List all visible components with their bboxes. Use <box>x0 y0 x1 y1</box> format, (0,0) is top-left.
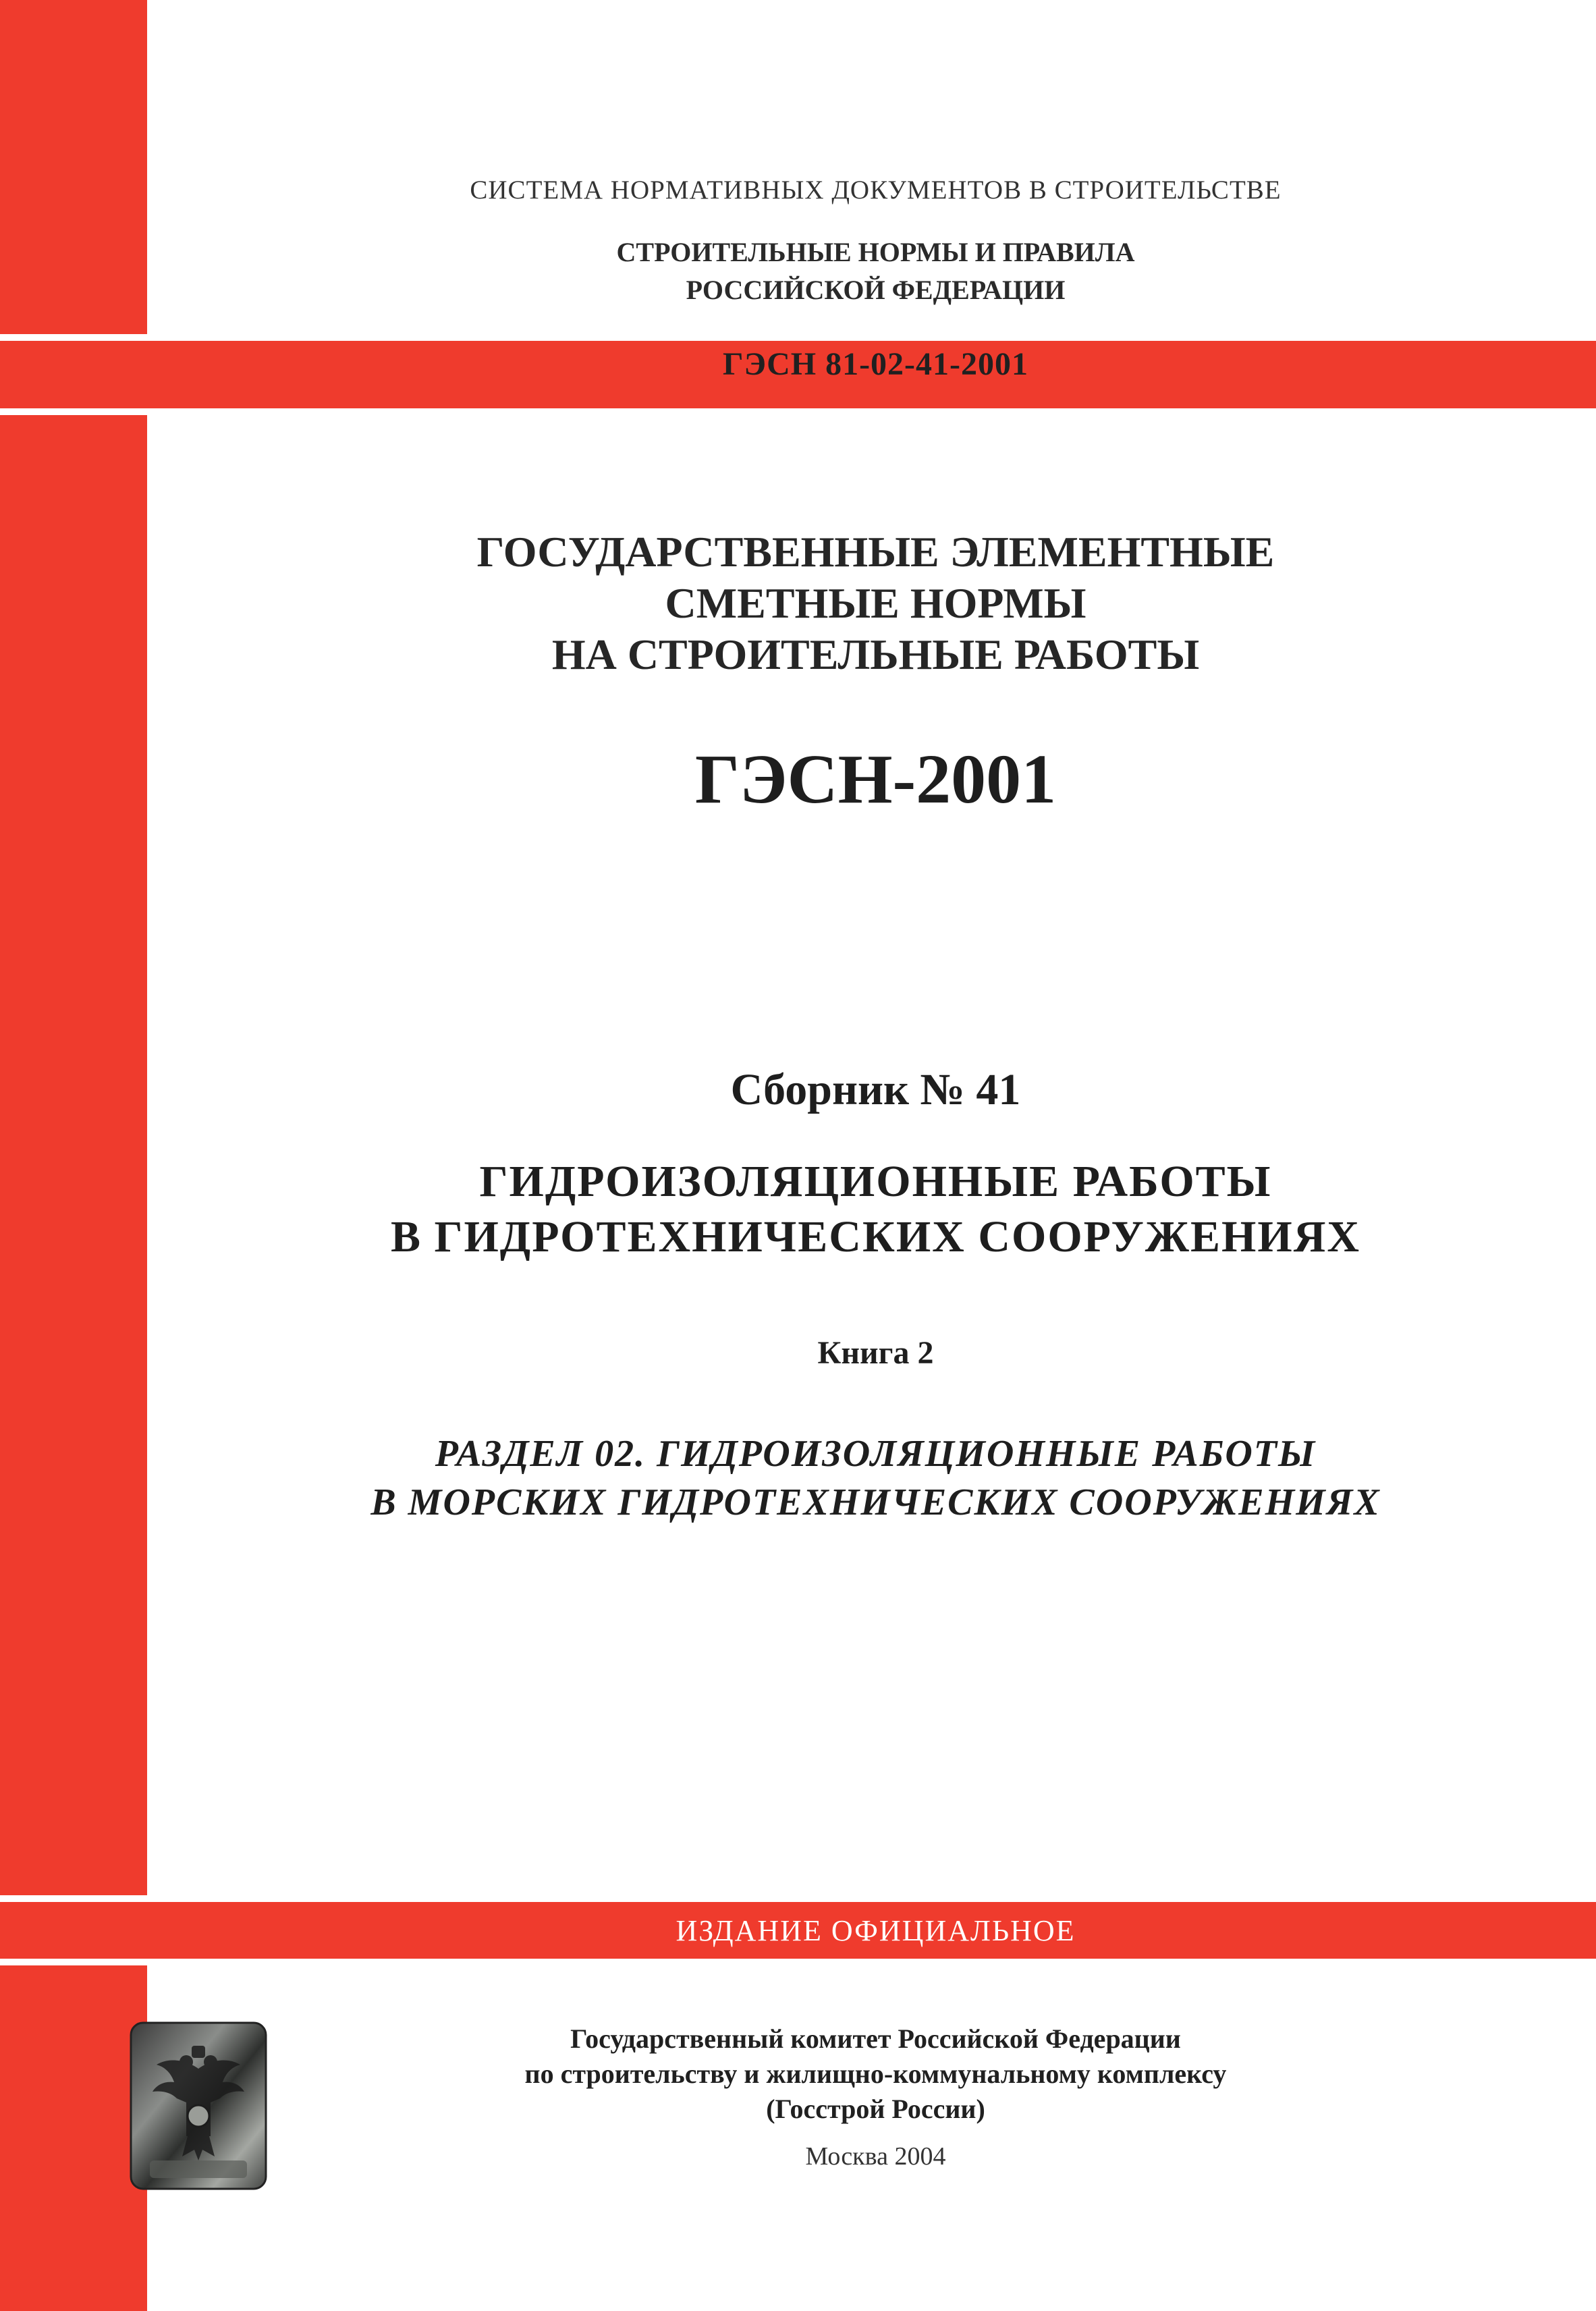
official-edition-label: ИЗДАНИЕ ОФИЦИАЛЬНОЕ <box>676 1914 1076 1947</box>
document-title-line: ГОСУДАРСТВЕННЫЕ ЭЛЕМЕНТНЫЕ <box>476 528 1275 576</box>
publisher-line: по строительству и жилищно-коммунальному комплексу <box>524 2059 1227 2089</box>
work-type-line: В ГИДРОТЕХНИЧЕСКИХ СООРУЖЕНИЯХ <box>390 1212 1361 1261</box>
snip-title <box>155 234 1596 309</box>
edition-band-bottom-rule <box>0 1959 1596 1965</box>
book-number: Книга 2 <box>817 1335 934 1371</box>
series-name: СИСТЕМА НОРМАТИВНЫХ ДОКУМЕНТОВ В СТРОИТЕЛЬСТВЕ <box>470 175 1282 205</box>
stripe-divider-top <box>147 415 155 1895</box>
stripe-divider-head <box>147 0 155 334</box>
section-title-line: В МОРСКИХ ГИДРОТЕХНИЧЕСКИХ СООРУЖЕНИЯХ <box>370 1481 1381 1523</box>
publisher-line: Государственный комитет Российской Федерации <box>570 2023 1181 2054</box>
section-title <box>155 1430 1596 1527</box>
publisher-line: (Госстрой России) <box>766 2094 985 2124</box>
edition-band-top-rule <box>0 1895 1596 1902</box>
snip-title-line: РОССИЙСКОЙ ФЕДЕРАЦИИ <box>686 275 1066 305</box>
document-title-line: НА СТРОИТЕЛЬНЫЕ РАБОТЫ <box>551 630 1200 678</box>
code-band-top-rule <box>0 334 1596 341</box>
double-headed-eagle-hologram-icon <box>130 2021 267 2190</box>
short-title: ГЭСН-2001 <box>694 740 1057 818</box>
snip-title-line: СТРОИТЕЛЬНЫЕ НОРМЫ И ПРАВИЛА <box>616 237 1135 267</box>
work-type-title <box>155 1154 1596 1265</box>
city-year: Москва 2004 <box>805 2142 946 2171</box>
document-code: ГЭСН 81-02-41-2001 <box>722 346 1029 382</box>
publisher <box>155 2021 1596 2127</box>
document-title <box>155 526 1596 680</box>
code-band-bottom-rule <box>0 408 1596 415</box>
collection-number: Сборник № 41 <box>730 1065 1021 1114</box>
work-type-line: ГИДРОИЗОЛЯЦИОННЫЕ РАБОТЫ <box>479 1157 1272 1206</box>
section-title-line: РАЗДЕЛ 02. ГИДРОИЗОЛЯЦИОННЫЕ РАБОТЫ <box>435 1433 1317 1475</box>
document-title-line: СМЕТНЫЕ НОРМЫ <box>665 579 1086 627</box>
